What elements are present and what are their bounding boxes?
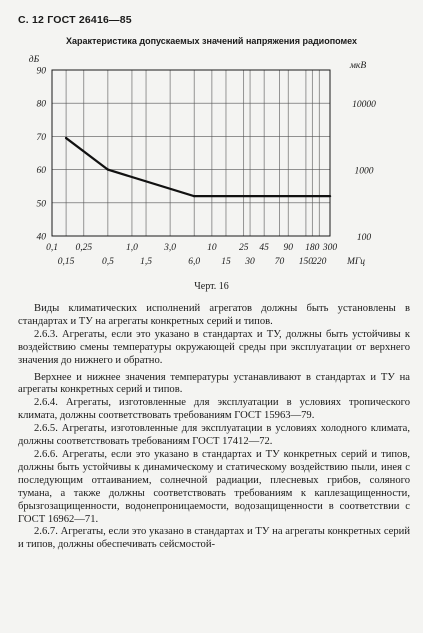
- paragraph: 2.6.5. Агрегаты, изготовленные для эксплуатации в условиях холодного климата, должны соответствовать требованиям ГОСТ 17412—72.: [18, 423, 410, 448]
- y-tick-label: 90: [36, 66, 46, 77]
- paragraph: Верхнее и нижнее значения температуры устанавливают в стандартах и ТУ на агрегаты конкретных серий и типов.: [18, 371, 410, 396]
- radio-interference-chart: [0, 0, 423, 300]
- y2-tick-label: 100: [356, 233, 372, 243]
- x-axis-unit: МГц: [346, 257, 366, 267]
- x-tick-label: 6,0: [188, 257, 201, 267]
- x-tick-label: 3,0: [164, 243, 177, 253]
- body-text: [18, 303, 410, 552]
- series-point: [65, 137, 67, 139]
- y-tick-label: 50: [36, 199, 46, 210]
- x-tick-label: 0,1: [46, 243, 58, 253]
- y2-tick-label: 10000: [352, 100, 376, 111]
- left-axis-unit: дБ: [28, 55, 40, 65]
- chart-title: Характеристика допускаемых значений напряжения радиопомех: [65, 36, 358, 46]
- x-tick-label: 0,25: [75, 243, 93, 253]
- x-tick-label: 220: [312, 257, 327, 267]
- x-tick-label: 15: [221, 257, 231, 267]
- y-tick-label: 70: [36, 132, 46, 143]
- y2-tick-label: 1000: [354, 166, 374, 177]
- series-point: [107, 168, 109, 170]
- x-tick-label: 1,0: [126, 243, 138, 253]
- paragraph: 2.6.4. Агрегаты, изготовленные для эксплуатации в условиях тропического климата, должны соответствовать требованиям ГОСТ 15963—79.: [18, 397, 410, 422]
- series-point: [193, 195, 195, 197]
- series-point: [329, 195, 331, 197]
- x-tick-label: 30: [245, 257, 255, 267]
- x-tick-label: 70: [274, 257, 285, 267]
- y-tick-label: 60: [36, 166, 46, 177]
- series-line: [66, 138, 330, 196]
- x-tick-label: 10: [207, 243, 217, 253]
- paragraph: Виды климатических исполнений агрегатов должны быть установлены в стандартах и ТУ на агрегаты конкретных серий и типов.: [18, 303, 410, 327]
- x-tick-label: 1,5: [140, 257, 152, 267]
- paragraph: 2.6.6. Агрегаты, если это указано в стандартах и ТУ конкретных серий и типов, должны быть устойчивы к динамическому и статическому воздействию пыли, инея с последующим оттаиванием, солнечной радиации, плесневых грибов, соляного тумана, а также должны соответствовать требованиям к каплезащищенности, брызгозащищенности, водонепроницаемости, водозащищенности в соответствии с ГОСТ 16962—71.: [18, 448, 410, 525]
- x-tick-label: 45: [259, 243, 269, 253]
- x-tick-label: 0,5: [101, 257, 114, 267]
- paragraph: 2.6.3. Агрегаты, если это указано в стандартах и ТУ, должны быть устойчивы к воздействию смены температуры окружающей среды при эксплуатации от верхнего значения до нижнего и обратно.: [18, 328, 410, 366]
- y-tick-label: 40: [36, 232, 46, 243]
- x-tick-label: 300: [322, 243, 338, 253]
- x-tick-label: 150: [298, 257, 314, 267]
- figure-caption: Черт. 16: [194, 281, 229, 292]
- y-tick-label: 80: [36, 99, 46, 110]
- x-tick-label: 90: [283, 243, 293, 253]
- paragraph: 2.6.7. Агрегаты, если это указано в стандартах и ТУ на агрегаты конкретных серий и типов, должны обеспечивать сейсмостой-: [18, 526, 410, 551]
- x-tick-label: 0,15: [57, 257, 75, 267]
- page-header: С. 12 ГОСТ 26416—85: [18, 14, 132, 26]
- right-axis-unit: мкВ: [349, 61, 367, 71]
- x-tick-label: 180: [305, 243, 320, 253]
- x-tick-label: 25: [238, 243, 249, 253]
